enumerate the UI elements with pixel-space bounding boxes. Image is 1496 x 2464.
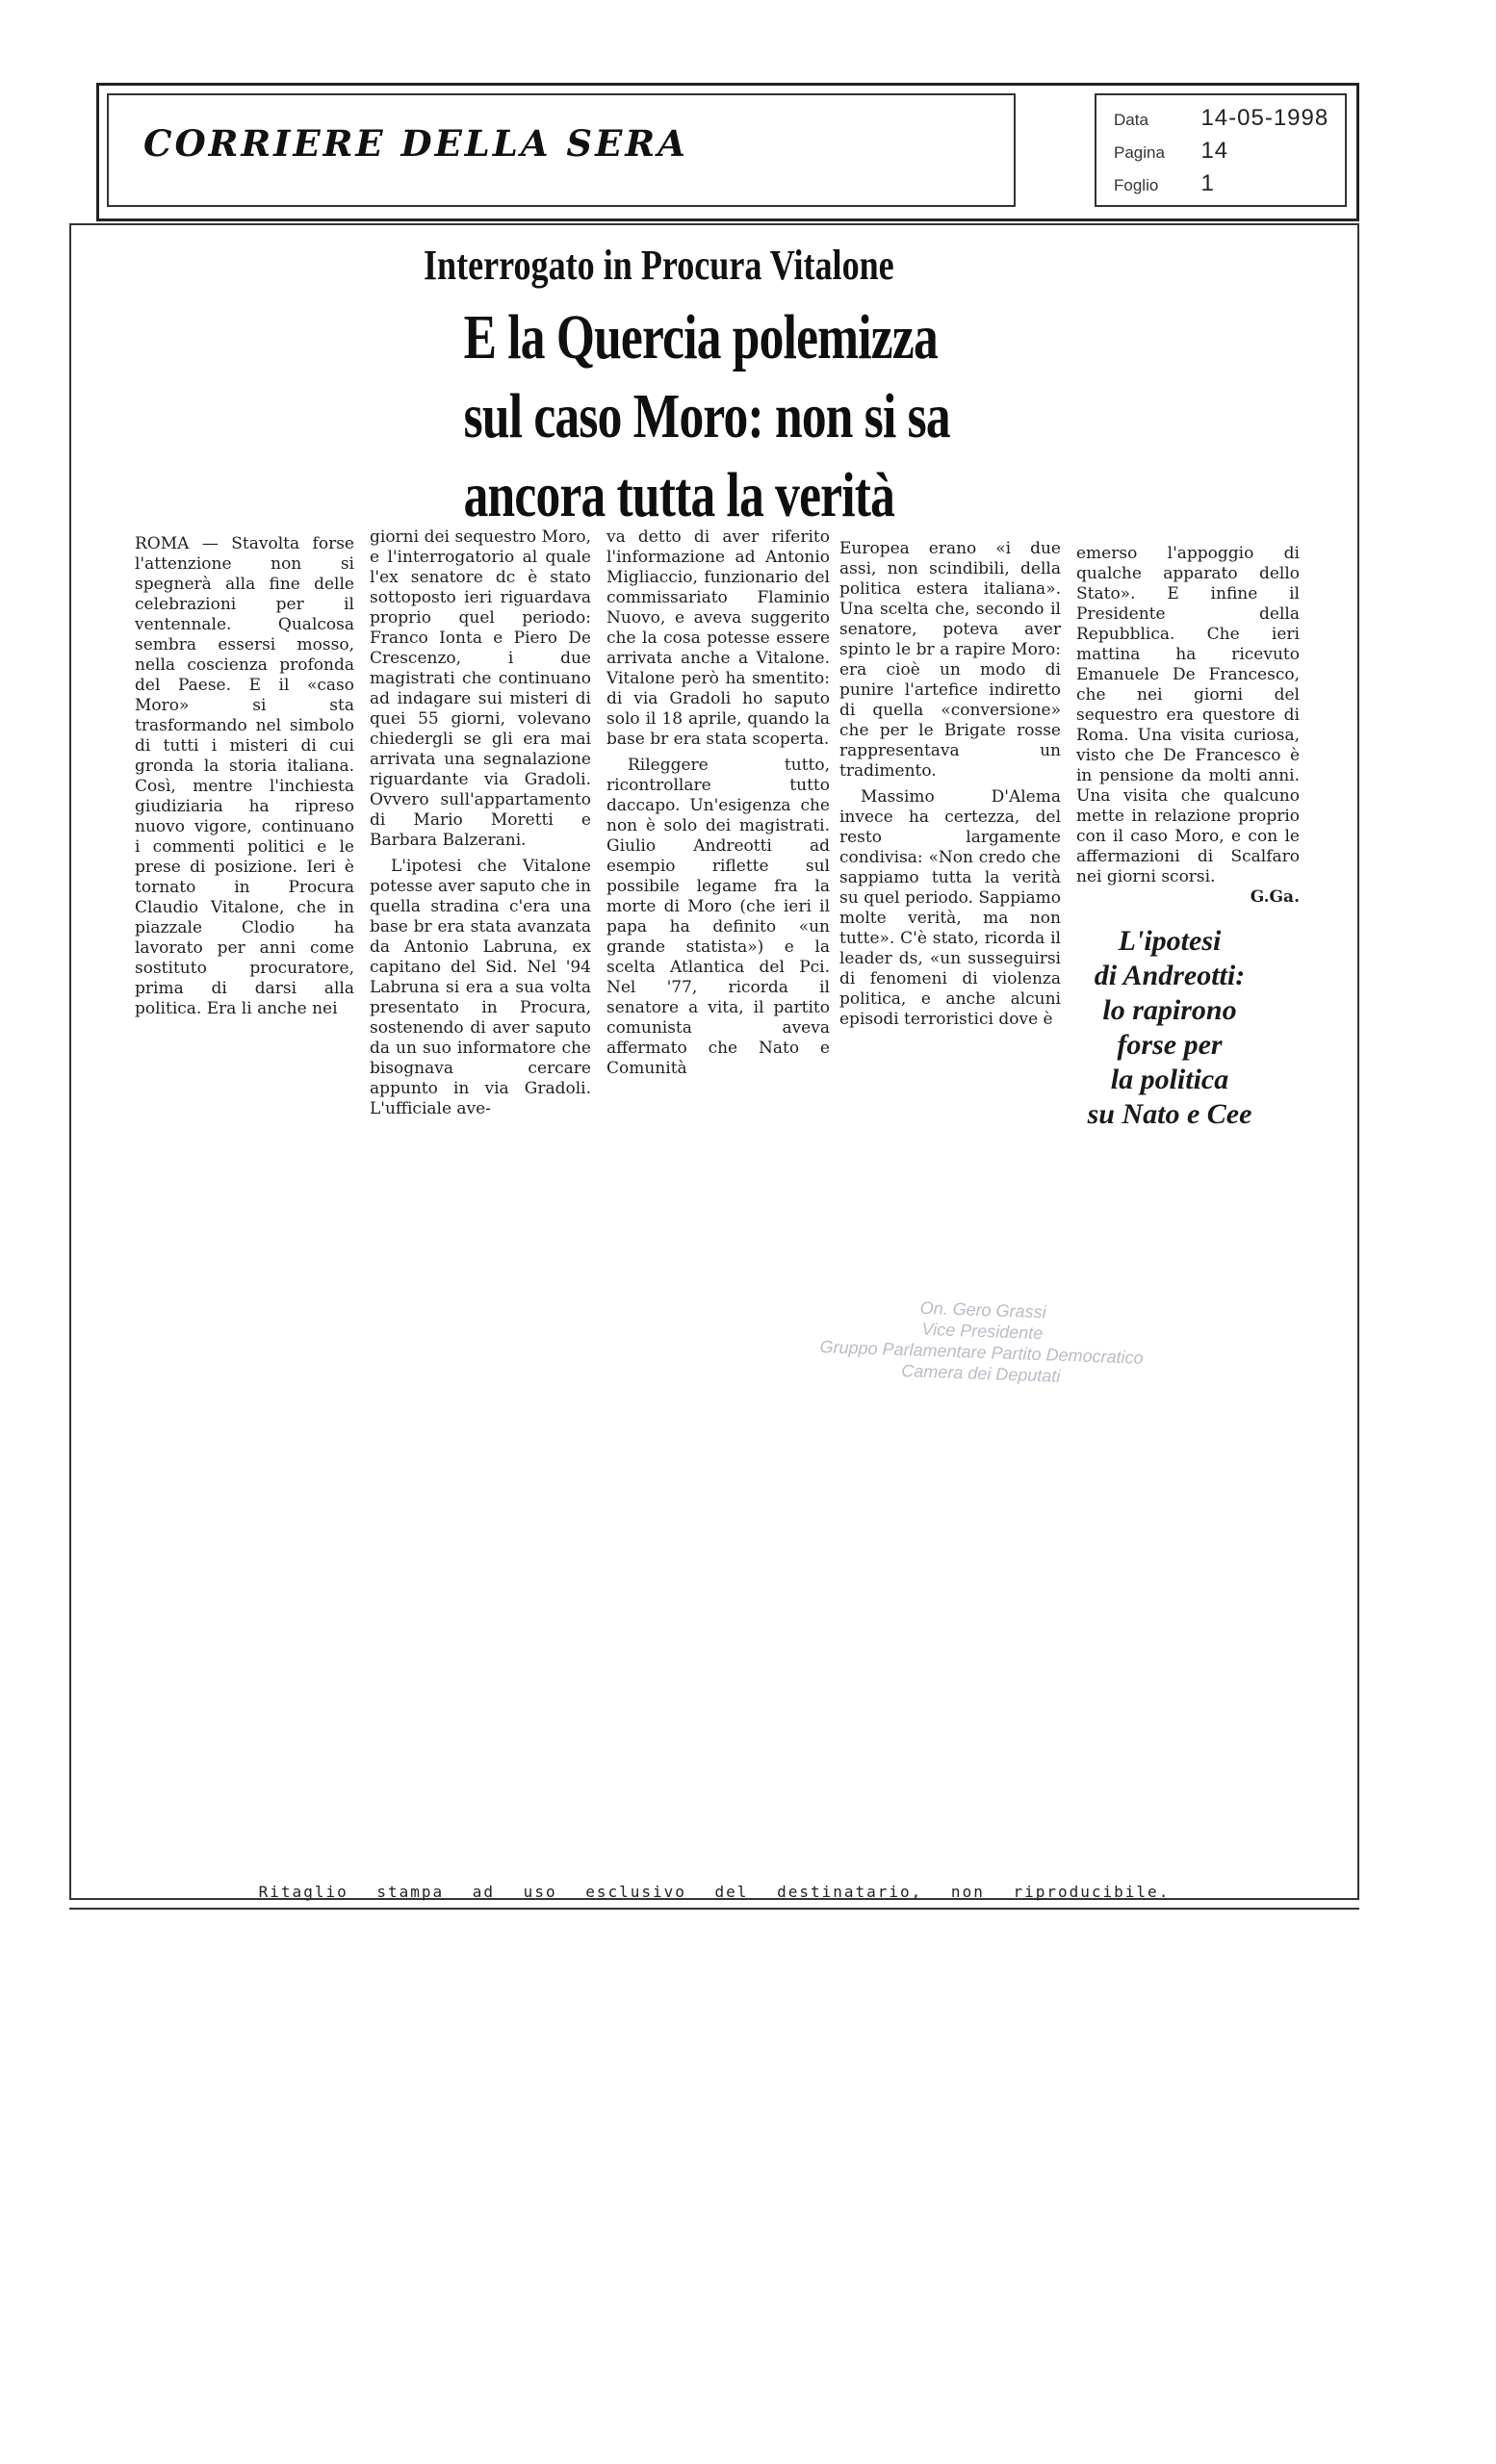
header-box: [96, 83, 1359, 221]
pull-quote-line: la politica: [1110, 1064, 1229, 1095]
footer-disclaimer: Ritaglio stampa ad uso esclusivo del destinatario, non riproducibile.: [258, 1883, 1171, 1901]
pull-quote: [1059, 924, 1280, 1132]
pull-quote-line: su Nato e Cee: [1087, 1098, 1252, 1130]
article-column-4: [839, 539, 1061, 1030]
article-headline: [404, 298, 950, 535]
meta-box: [1095, 93, 1347, 207]
article-column-2: [370, 527, 591, 1119]
author-signature: G.Ga.: [1250, 887, 1300, 907]
stamp-line: Vice Presidente: [921, 1319, 1044, 1344]
sheet-row: [1114, 170, 1215, 197]
page-label: Pagina: [1114, 143, 1165, 162]
pull-quote-line: L'ipotesi: [1118, 925, 1222, 957]
date-value: 14-05-1998: [1200, 105, 1329, 131]
paragraph: Europea erano «i due assi, non scindibili, della politica estera italiana». Una scelta che, secondo il senatore, poteva aver spinto le br a rapire Moro: era cioè un modo di punire l'artefice indiretto di quella «conversione» che per le Brigate rosse rappresentava un tradimento.: [839, 539, 1061, 781]
pull-quote-line: lo rapirono: [1102, 994, 1237, 1026]
page-value: 14: [1200, 138, 1229, 164]
date-label: Data: [1114, 111, 1148, 129]
headline-line: E la Quercia polemizza: [463, 302, 938, 372]
article-column-1: [135, 534, 354, 1019]
paragraph: giorni dei sequestro Moro, e l'interrogatorio al quale l'ex senatore dc è stato sottoposto ieri riguardava proprio quel periodo: Franco Ionta e Piero De Crescenzo, i due magistrati che continuano ad indagare sui misteri di quei 55 giorni, volevano chiedergli se gli era mai arrivata una segnalazione riguardante via Gradoli. Ovvero sull'appartamento di Mario Moretti e Barbara Balzerani.: [370, 527, 591, 850]
headline-line: ancora tutta la verità: [463, 460, 895, 530]
article-kicker: Interrogato in Procura Vitalone: [424, 242, 894, 289]
paragraph: Rileggere tutto, ricontrollare tutto daccapo. Un'esigenza che non è solo dei magistrati. Giulio Andreotti ad esempio riflette sul possibile legame fra la morte di Moro (che ieri il papa ha definito «un grande statista») e la scelta Atlantica del Pci. Nel '77, ricorda il senatore a vita, il partito comunista aveva affermato che Nato e Comunità: [606, 756, 830, 1078]
sheet-label: Foglio: [1114, 176, 1159, 194]
sheet-value: 1: [1200, 170, 1215, 196]
faded-stamp: [760, 1292, 1205, 1392]
paragraph: Massimo D'Alema invece ha certezza, del resto largamente condivisa: «Non credo che sappiamo tutta la verità su quel periodo. Sappiamo molte verità, ma non tutte». C'è stato, ricorda il leader ds, «un susseguirsi di fenomeni di violenza politica, e anche alcuni episodi terroristici dove è: [839, 787, 1061, 1029]
paragraph: L'ipotesi che Vitalone potesse aver saputo che in quella stradina c'era una base br era stata avanzata da Antonio Labruna, ex capitano del Sid. Nel '94 Labruna si era a sua volta presentato in Procura, sostenendo di aver saputo da un suo informatore che bisognava cercare appunto in via Gradoli. L'ufficiale ave-: [370, 857, 591, 1118]
headline-line: sul caso Moro: non si sa: [463, 381, 950, 451]
stamp-line: Camera dei Deputati: [901, 1361, 1061, 1386]
article-column-3: [606, 527, 830, 1079]
masthead-box: [107, 93, 1016, 207]
date-row: [1114, 105, 1328, 132]
paragraph: emerso l'appoggio di qualche apparato dello Stato». E infine il Presidente della Repubblica. Che ieri mattina ha ricevuto Emanuele De Francesco, che nei giorni del sequestro era questore di Roma. Una visita curiosa, visto che De Francesco è in pensione da molti anni. Una visita che qualcuno mette in relazione proprio con il caso Moro, e con le affermazioni di Scalfaro nei giorni scorsi.: [1076, 544, 1300, 886]
stamp-line: On. Gero Grassi: [919, 1297, 1046, 1322]
article-column-5: [1076, 544, 1300, 908]
pull-quote-line: di Andreotti:: [1094, 960, 1246, 991]
newspaper-name: CORRIERE DELLA SERA: [143, 122, 688, 165]
paragraph: ROMA — Stavolta forse l'attenzione non si spegnerà alla fine delle celebrazioni per il ventennale. Qualcosa sembra essersi mosso, nella coscienza profonda del Paese. E il «caso Moro» si sta trasformando nel simbolo di tutti i misteri di cui gronda la storia italiana. Così, mentre l'inchiesta giudiziaria ha ripreso nuovo vigore, continuano i commenti politici e le prese di posizione. Ieri è tornato in Procura Claudio Vitalone, che in piazzale Clodio ha lavorato per anni come sostituto procuratore, prima di darsi alla politica. Era li anche nei: [135, 534, 354, 1018]
page-row: [1114, 138, 1228, 165]
pull-quote-line: forse per: [1117, 1029, 1223, 1061]
footer-rule: [69, 1908, 1359, 1917]
stamp-line: Gruppo Parlamentare Partito Democratico: [819, 1337, 1144, 1368]
paragraph: va detto di aver riferito l'informazione ad Antonio Migliaccio, funzionario del commissariato Flaminio Nuovo, e aveva suggerito che la cosa potesse essere arrivata anche a Vitalone. Vitalone però ha smentito: di via Gradoli ho saputo solo il 18 aprile, quando la base br era stata scoperta.: [606, 527, 830, 749]
